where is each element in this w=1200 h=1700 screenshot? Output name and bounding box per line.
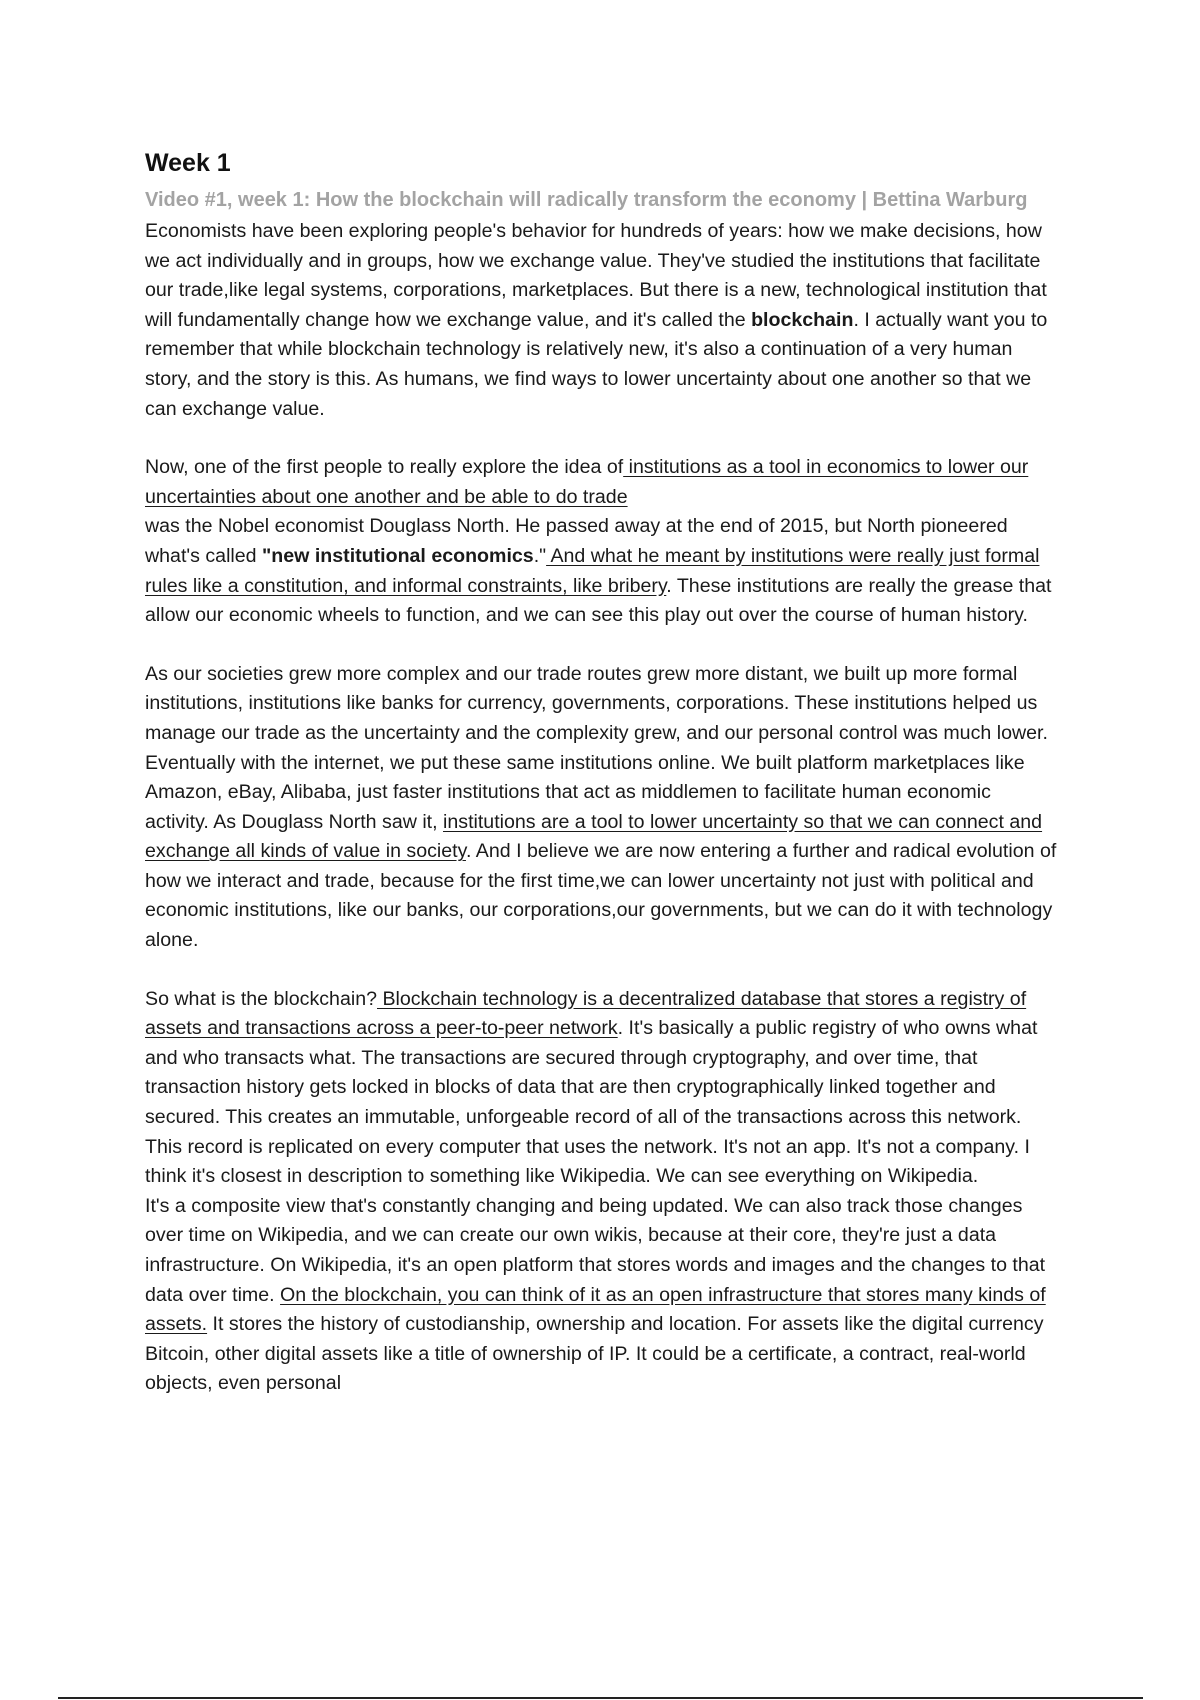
text-run: ." [533, 544, 547, 567]
paragraph-societies [145, 660, 1060, 956]
video-subtitle: Video #1, week 1: How the blockchain will radically transform the economy | Bettina Warburg [145, 189, 1028, 211]
page-title: Week 1 [145, 149, 231, 177]
paragraph-spacer [145, 424, 1060, 453]
text-run: was the Nobel economist Douglass North. He passed away at the end of 2015, but North pioneered what's called [145, 515, 1008, 567]
underlined-text: institutions as a tool in economics to lower our uncertainties about one another and be able to do trade [145, 456, 1029, 508]
underlined-text: On the blockchain, you can think of it as an open infrastructure that stores many kinds of assets. [145, 1283, 1046, 1336]
paragraph-north [145, 453, 1060, 631]
underlined-text: institutions are a tool to lower uncertainty so that we can connect and exchange all kinds of value in society [145, 810, 1043, 863]
underlined-text: And what he meant by institutions were really just formal rules like a constitution, and informal constraints, like bribery [145, 544, 1040, 597]
text-run: . It's basically a public registry of who owns what and who transacts what. The transactions are secured through cryptography, and over time, that transaction history gets locked in blocks of data that are then cryptographically linked together and secured. This creates an immutable, unforgeable record of all of the transactions across this network. This record is replicated on every computer that uses the network. It's not an app. It's not a company. I think it's closest in description to something like Wikipedia. We can see everything on Wikipedia. [145, 1017, 1038, 1188]
paragraph-spacer [145, 956, 1060, 985]
paragraph-intro [145, 217, 1060, 424]
paragraph-spacer [145, 631, 1060, 660]
bold-term-new-institutional-economics: "new institutional economics [262, 544, 534, 567]
text-run: . I actually want you to remember that while blockchain technology is relatively new, it's also a continuation of a very human story, and the story is this. As humans, we find ways to lower uncertainty about one another so that we can exchange value. [145, 308, 1048, 420]
text-run: As our societies grew more complex and our trade routes grew more distant, we built up more formal institutions, institutions like banks for currency, governments, corporations. These institutions helped us manage our trade as the uncertainty and the complexity grew, and our personal control was much lower. Eventually with the internet, we put these same institutions online. We built platform marketplaces like Amazon, eBay, Alibaba, just faster institutions that act as middlemen to facilitate human economic activity. As Douglass North saw it, [145, 662, 1048, 833]
text-run: It stores the history of custodianship, ownership and location. For assets like the digital currency Bitcoin, other digital assets like a title of ownership of IP. It could be a certificate, a contract, real-world objects, even personal [145, 1313, 1044, 1395]
paragraph-what-is-blockchain [145, 985, 1060, 1399]
bottom-divider [58, 1697, 1143, 1699]
underlined-text: Blockchain technology is a decentralized database that stores a registry of assets and transactions across a peer-to-peer network [145, 987, 1027, 1040]
document-page [145, 148, 1060, 1399]
text-run: Now, one of the first people to really explore the idea of [145, 456, 624, 479]
text-run: It's a composite view that's constantly changing and being updated. We can also track those changes over time on Wikipedia, and we can create our own wikis, because at their core, they're just a data infrastructure. On Wikipedia, it's an open platform that stores words and images and the changes to that data over time. [145, 1194, 1046, 1306]
text-run: Economists have been exploring people's behavior for hundreds of years: how we make decisions, how we act individually and in groups, how we exchange value. They've studied the institutions that facilitate our trade,like legal systems, corporations, marketplaces. But there is a new, technological institution that will fundamentally change how we exchange value, and it's called the [145, 220, 1047, 331]
text-run: So what is the blockchain? [145, 987, 377, 1010]
text-run: . And I believe we are now entering a further and radical evolution of how we interact and trade, because for the first time,we can lower uncertainty not just with political and economic institutions, like our banks, our corporations,our governments, but we can do it with technology alone. [145, 840, 1057, 952]
text-run: . These institutions are really the grease that allow our economic wheels to function, and we can see this play out over the course of human history. [145, 574, 1052, 627]
bold-term-blockchain: blockchain [751, 308, 854, 331]
